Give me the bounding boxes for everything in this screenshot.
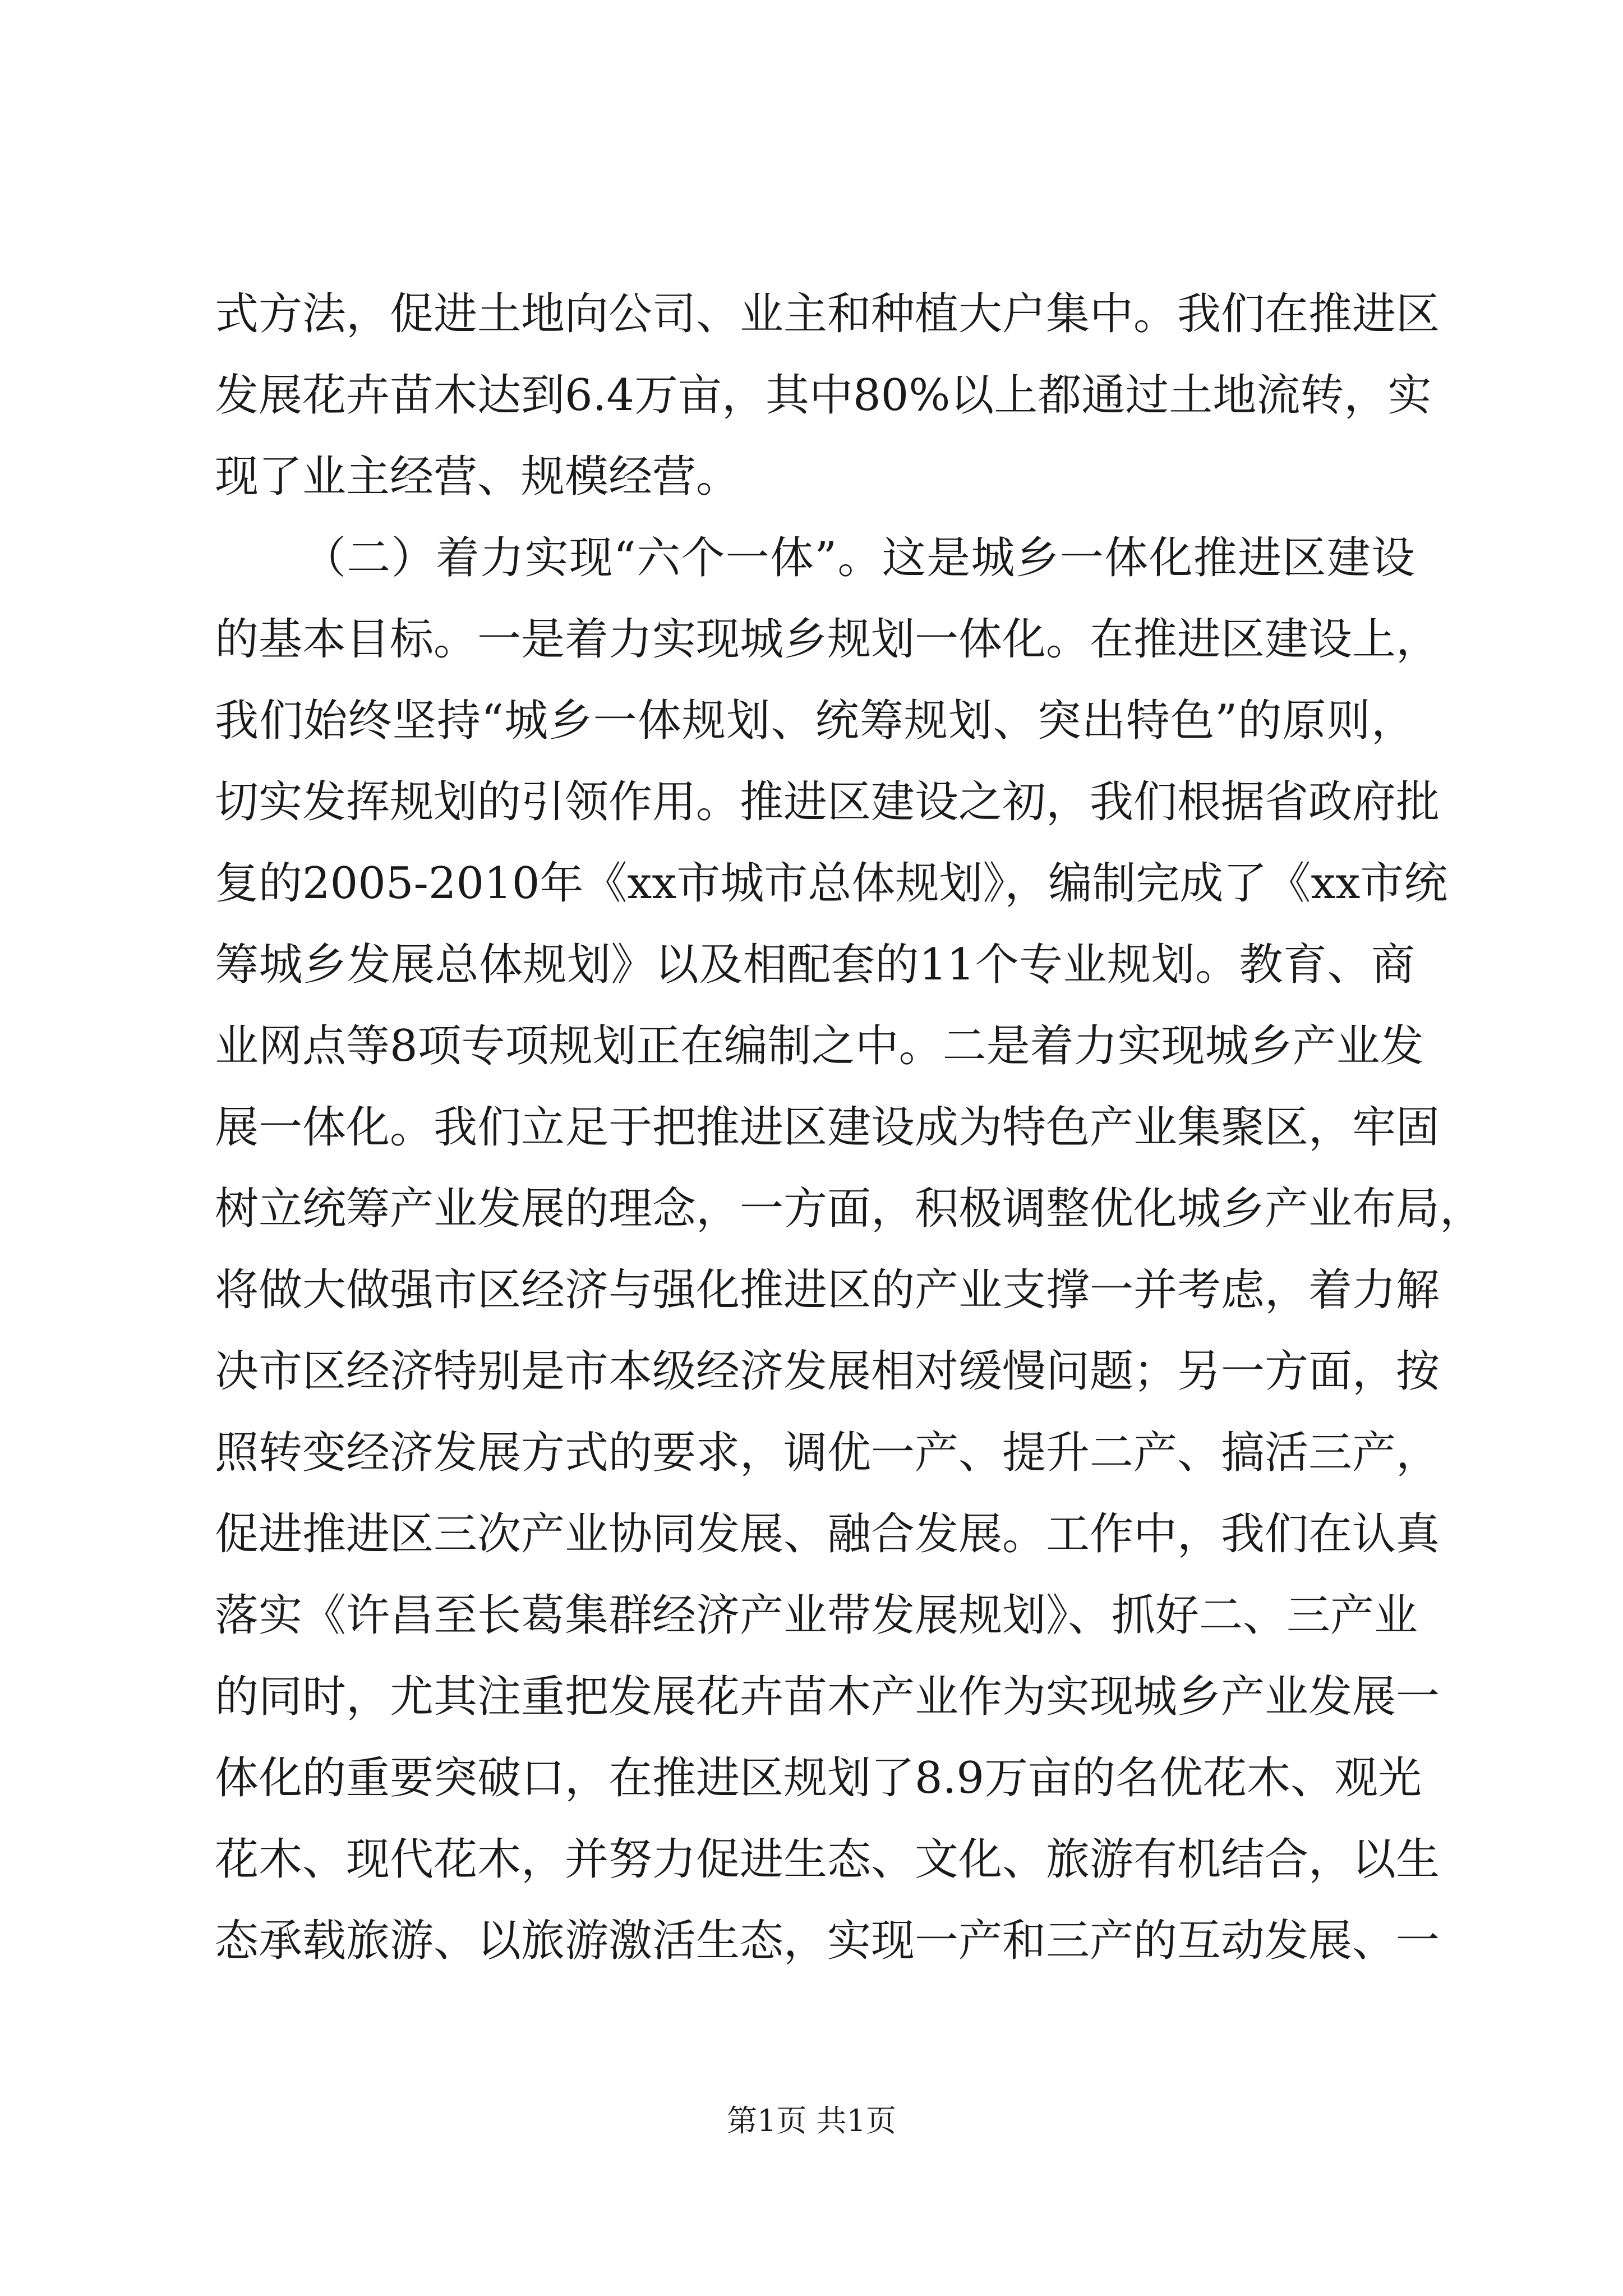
text-line: 业网点等8项专项规划正在编制之中。二是着力实现城乡产业发 [215,1021,1424,1071]
text-line: 树立统筹产业发展的理念，一方面，积极调整优化城乡产业布局， [215,1184,1484,1234]
text-line: 体化的重要突破口，在推进区规划了8.9万亩的名优花木、观光 [215,1753,1422,1803]
page-footer: 第1页 共1页 [727,2103,896,2138]
text-line: 的同时，尤其注重把发展花卉苗木产业作为实现城乡产业发展一 [215,1672,1440,1722]
text-line: 决市区经济特别是市本级经济发展相对缓慢问题；另一方面，按 [215,1346,1440,1397]
text-line: 筹城乡发展总体规划》以及相配套的11个专业规划。教育、商 [215,940,1415,990]
text-line: 式方法，促进土地向公司、业主和种植大户集中。我们在推进区 [215,289,1440,339]
text-line: 复的2005-2010年《xx市城市总体规划》，编制完成了《xx市统 [215,858,1448,909]
text-line: 切实发挥规划的引领作用。推进区建设之初，我们根据省政府批 [215,777,1440,827]
text-line: 态承载旅游、以旅游激活生态，实现一产和三产的互动发展、一 [215,1916,1440,1966]
text-line: 促进推进区三次产业协同发展、融合发展。工作中，我们在认真 [215,1509,1440,1559]
text-line: 现了业主经营、规模经营。 [215,452,740,502]
text-line: 照转变经济发展方式的要求，调优一产、提升二产、搞活三产， [215,1428,1440,1478]
text-line: 花木、现代花木，并努力促进生态、文化、旅游有机结合，以生 [215,1834,1440,1885]
text-line: 落实《许昌至长葛集群经济产业带发展规划》、抓好二、三产业 [215,1590,1418,1641]
text-line: 的基本目标。一是着力实现城乡规划一体化。在推进区建设上， [215,614,1440,665]
text-line: 展一体化。我们立足于把推进区建设成为特色产业集聚区，牢固 [215,1102,1440,1153]
text-line: 我们始终坚持“城乡一体规划、统筹规划、突出特色”的原则， [215,696,1415,746]
text-line: （二）着力实现“六个一体”。这是城乡一体化推进区建设 [302,533,1415,583]
text-line: 将做大做强市区经济与强化推进区的产业支撑一并考虑，着力解 [215,1265,1440,1315]
document-body [215,274,1484,1982]
text-line: 发展花卉苗木达到6.4万亩，其中80%以上都通过土地流转，实 [215,370,1432,421]
